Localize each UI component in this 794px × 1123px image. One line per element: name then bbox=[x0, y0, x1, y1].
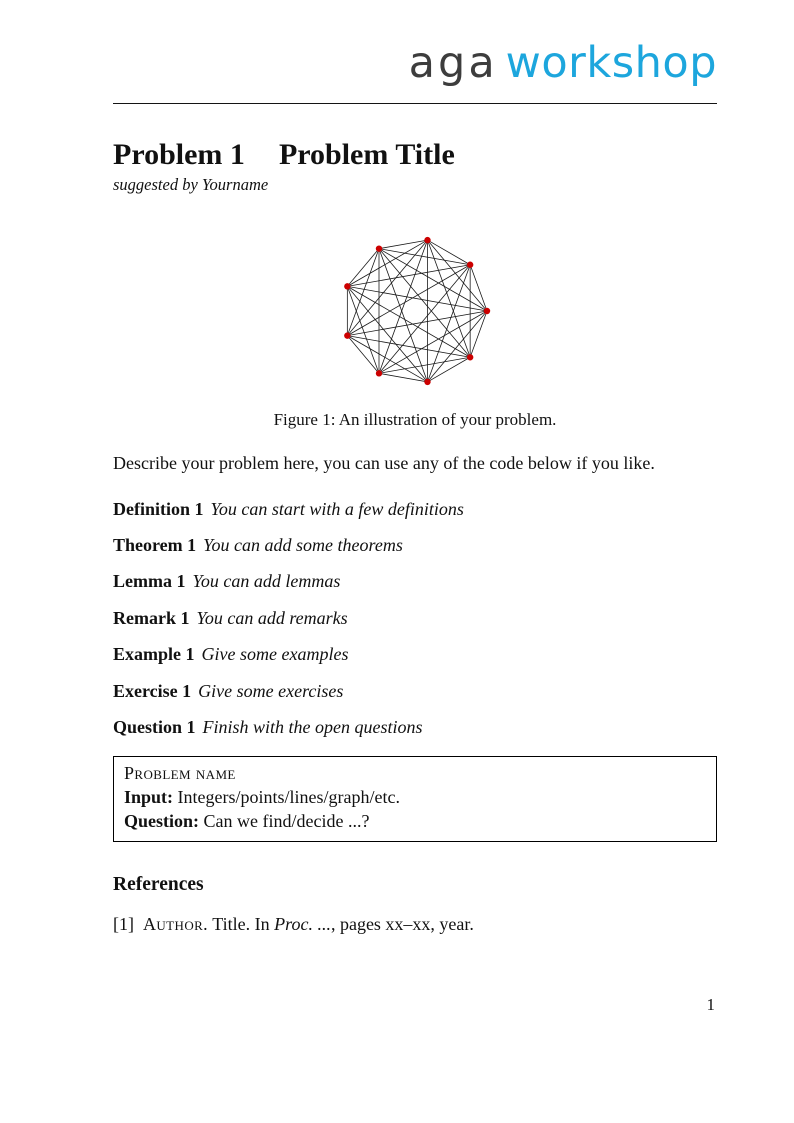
input-label: Input: bbox=[124, 787, 174, 808]
environment-text: You can add lemmas bbox=[192, 571, 341, 592]
reference-marker: [1] bbox=[113, 913, 134, 934]
reference-venue: Proc. ... bbox=[274, 913, 331, 934]
environment-text: Give some examples bbox=[201, 644, 349, 665]
problem-graph bbox=[335, 231, 495, 391]
environment-label: Remark 1 bbox=[113, 607, 190, 628]
figure-caption: Figure 1: An illustration of your problem. bbox=[273, 410, 557, 430]
environment-label: Definition 1 bbox=[113, 498, 204, 519]
problem-box-question-line bbox=[124, 810, 706, 834]
title-block bbox=[113, 138, 717, 195]
problem-box bbox=[113, 756, 717, 841]
references-heading: References bbox=[113, 873, 204, 895]
page-title bbox=[113, 138, 717, 172]
environment-label: Question 1 bbox=[113, 717, 196, 738]
environment-definition bbox=[113, 498, 717, 521]
logo-text-workshop: workshop bbox=[505, 38, 717, 88]
environment-label: Theorem 1 bbox=[113, 535, 197, 556]
environment-theorem bbox=[113, 534, 717, 557]
question-text: Can we find/decide ...? bbox=[203, 810, 370, 831]
environment-label: Lemma 1 bbox=[113, 571, 186, 592]
reference-body bbox=[143, 913, 717, 936]
environment-text: Finish with the open questions bbox=[202, 717, 423, 738]
environment-text: You can start with a few definitions bbox=[210, 498, 464, 519]
environment-text: You can add remarks bbox=[196, 607, 348, 628]
header bbox=[113, 40, 717, 104]
problem-number: Problem 1 bbox=[113, 138, 245, 172]
problem-box-input-line bbox=[124, 786, 706, 810]
byline: suggested by Yourname bbox=[113, 175, 269, 195]
environment-label: Example 1 bbox=[113, 644, 195, 665]
reference-item bbox=[113, 913, 717, 936]
environment-question bbox=[113, 716, 717, 739]
environment-lemma bbox=[113, 570, 717, 593]
environment-list bbox=[113, 498, 717, 740]
intro-paragraph: Describe your problem here, you can use any of the code below if you like. bbox=[113, 453, 655, 474]
environment-label: Exercise 1 bbox=[113, 680, 192, 701]
problem-box-name: Problem name bbox=[124, 763, 236, 784]
page-number: 1 bbox=[706, 995, 715, 1014]
reference-tail: , pages xx–xx, year. bbox=[330, 913, 474, 934]
question-label: Question: bbox=[124, 810, 200, 831]
environment-remark bbox=[113, 607, 717, 630]
environment-exercise bbox=[113, 680, 717, 703]
reference-title: Title. In bbox=[212, 913, 270, 934]
logo-text-aga: aga bbox=[408, 38, 498, 88]
reference-author: Author. bbox=[143, 913, 209, 934]
environment-text: You can add some theorems bbox=[203, 535, 403, 556]
environment-example bbox=[113, 643, 717, 666]
figure bbox=[113, 231, 717, 430]
aga-workshop-logo bbox=[113, 40, 717, 87]
problem-title-text: Problem Title bbox=[278, 138, 455, 172]
environment-text: Give some exercises bbox=[198, 680, 344, 701]
input-text: Integers/points/lines/graph/etc. bbox=[177, 787, 400, 808]
header-rule bbox=[113, 103, 717, 104]
